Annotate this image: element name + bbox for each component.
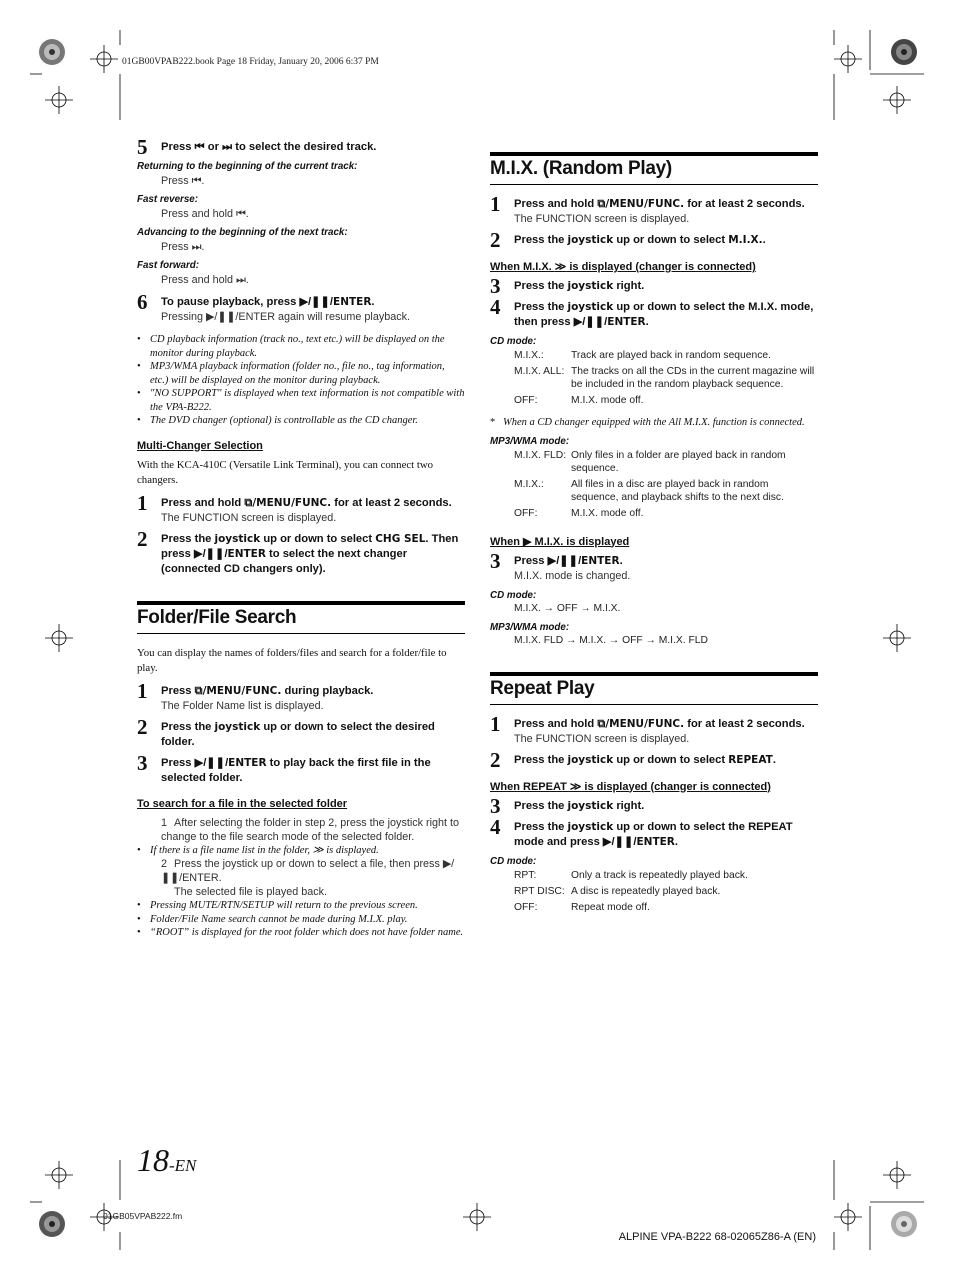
- play-pause-icon: ▶/❚❚: [194, 756, 226, 769]
- color-target-icon: [39, 1211, 65, 1237]
- play-pause-icon: ▶/❚❚: [547, 554, 579, 567]
- asterisk-note: * When a CD changer equipped with the All M.I.X. function is connected.: [490, 417, 805, 428]
- search-step-1: 1 After selecting the folder in step 2, press the joystick right to change to the file search mode of the selected folder.: [161, 816, 460, 843]
- table-row: OFF: M.I.X. mode off.: [514, 395, 644, 406]
- play-pause-icon: ▶/❚❚: [193, 547, 225, 560]
- label-fast-reverse: Fast reverse:: [137, 194, 198, 205]
- registration-mark-icon: [45, 624, 73, 652]
- next-track-icon: ⏭: [222, 141, 233, 153]
- text-advance: Press ⏭.: [161, 241, 205, 253]
- search-file-heading: To search for a file in the selected folder: [137, 797, 348, 810]
- registration-mark-icon: [834, 45, 862, 73]
- note-item: • The DVD changer (optional) is controllable as the CD changer.: [137, 415, 418, 426]
- function-icon: ⧉: [244, 496, 253, 509]
- header-book-info: 01GB00VPAB222.book Page 18 Friday, January 20, 2006 6:37 PM: [122, 57, 379, 67]
- table-row: M.I.X.: All files in a disc are played back in random sequence, and playback shifts to the next disc.: [514, 478, 784, 503]
- registration-mark-icon: [883, 1161, 911, 1189]
- note-item: • MP3/WMA playback information (folder no., file no., tag information, etc.) will be displayed on the monitor during playback.: [137, 361, 445, 386]
- label-fast-forward: Fast forward:: [137, 260, 200, 271]
- prev-track-icon: ⏮: [191, 175, 202, 187]
- table-row: RPT DISC: A disc is repeatedly played back.: [514, 885, 721, 897]
- color-target-icon: [39, 39, 65, 65]
- prev-track-icon: ⏮: [194, 141, 205, 153]
- multi-step-1: 1 Press and hold ⧉/MENU/FUNC. for at least 2 seconds. The FUNCTION screen is displayed.: [137, 490, 452, 524]
- left-column: [137, 135, 465, 940]
- cd-mode-label: CD mode:: [490, 336, 537, 347]
- note-item: • CD playback information (track no., text etc.) will be displayed on the monitor during playback.: [137, 334, 445, 359]
- mp3-mode-label-2: MP3/WMA mode:: [490, 621, 570, 633]
- right-column: [490, 134, 818, 923]
- search-step-2: 2 Press the joystick up or down to select a file, then press ▶/❚❚/ENTER. The selected file is played back.: [161, 858, 455, 898]
- note-item: • "NO SUPPORT" is displayed when text information is not compatible with the VPA-B222.: [137, 388, 465, 413]
- mix-changer-heading: When M.I.X. ≫ is displayed (changer is connected): [490, 261, 756, 273]
- repeat-step-2: 2 Press the joystick up or down to select REPEAT.: [490, 747, 776, 772]
- note-item: • “ROOT” is displayed for the root folder which does not have folder name.: [137, 927, 464, 938]
- registration-mark-icon: [463, 1203, 491, 1231]
- play-icon: ▶: [523, 535, 532, 548]
- play-pause-icon: ▶/❚❚: [602, 835, 634, 848]
- note-item: • If there is a file name list in the folder, ≫ is displayed.: [137, 844, 379, 856]
- multi-changer-para: With the KCA-410C (Versatile Link Terminal), you can connect two changers.: [137, 458, 434, 486]
- function-icon: ⧉: [597, 717, 606, 730]
- table-row: M.I.X.: Track are played back in random sequence.: [514, 350, 771, 361]
- table-row: RPT: Only a track is repeatedly played back.: [514, 869, 748, 881]
- folder-search-para: You can display the names of folders/files and search for a folder/file to play.: [137, 646, 447, 674]
- registration-mark-icon: [883, 86, 911, 114]
- function-icon: ⧉: [194, 684, 203, 697]
- footer-filename: 01GB05VPAB222.fm: [103, 1211, 183, 1221]
- next-track-icon: ⏭: [191, 241, 202, 253]
- table-row: OFF: M.I.X. mode off.: [514, 507, 644, 519]
- mix-play-step-3: 3 Press ▶/❚❚/ENTER. M.I.X. mode is changed.: [490, 548, 631, 582]
- section-folder-search: Folder/File Search: [137, 601, 465, 634]
- changer-icon: ≫: [554, 261, 567, 273]
- repeat-cd-table: [514, 869, 748, 917]
- table-row: OFF: Repeat mode off.: [514, 901, 650, 913]
- registration-mark-icon: [834, 1203, 862, 1231]
- cd-mode-label-2: CD mode:: [490, 589, 537, 601]
- multi-changer-heading: Multi-Changer Selection: [137, 439, 263, 452]
- label-advance: Advancing to the beginning of the next track:: [137, 227, 348, 238]
- table-row: M.I.X. FLD: Only files in a folder are played back in random sequence.: [514, 449, 786, 474]
- text-return: Press ⏮.: [161, 175, 205, 187]
- repeat-step-3: 3 Press the joystick right.: [490, 793, 645, 818]
- note-item: • Folder/File Name search cannot be made during M.I.X. play.: [137, 913, 408, 925]
- folder-step-2: 2 Press the joystick up or down to select the desired folder.: [137, 714, 435, 748]
- mp3-mode-label: MP3/WMA mode:: [490, 435, 570, 447]
- play-pause-icon: ▶/❚❚: [206, 311, 236, 323]
- folder-step-1: 1 Press ⧉/MENU/FUNC. during playback. The Folder Name list is displayed.: [137, 678, 374, 712]
- folder-step-3: 3 Press ▶/❚❚/ENTER to play back the first file in the selected folder.: [137, 750, 431, 784]
- cd-mode-sequence: M.I.X. → OFF → M.I.X.: [514, 602, 621, 614]
- next-track-icon: ⏭: [236, 274, 246, 286]
- repeat-cd-mode-label: CD mode:: [490, 855, 537, 867]
- mix-play-heading: When ▶ M.I.X. is displayed: [490, 535, 630, 548]
- play-pause-icon: ▶/❚❚: [573, 316, 605, 328]
- label-return: Returning to the beginning of the current track:: [137, 161, 358, 172]
- repeat-step-4: 4 Press the joystick up or down to select the REPEAT mode and press ▶/❚❚/ENTER.: [490, 814, 793, 848]
- step-5: 5 Press ⏮ or ⏭ to select the desired track.: [137, 135, 377, 159]
- repeat-step-1: 1 Press and hold ⧉/MENU/FUNC. for at least 2 seconds. The FUNCTION screen is displayed.: [490, 711, 805, 745]
- footer-model: ALPINE VPA-B222 68-02065Z86-A (EN): [618, 1231, 816, 1243]
- registration-mark-icon: [883, 624, 911, 652]
- registration-mark-icon: [45, 86, 73, 114]
- mix-step-1: 1 Press and hold ⧉/MENU/FUNC. for at least 2 seconds. The FUNCTION screen is displayed.: [490, 192, 805, 225]
- play-pause-icon: ▶/❚❚: [299, 296, 330, 308]
- mix-step-3: 3 Press the joystick right.: [490, 274, 645, 298]
- table-row: M.I.X. ALL: The tracks on all the CDs in the current magazine will be included in the random playback sequence.: [514, 366, 815, 390]
- repeat-changer-heading: When REPEAT ≫ is displayed (changer is connected): [490, 780, 771, 793]
- multi-step-2: 2 Press the joystick up or down to select CHG SEL. Then press ▶/❚❚/ENTER to select the next changer (connected CD changers only).: [137, 526, 459, 575]
- step-6: 6 To pause playback, press ▶/❚❚/ENTER. Pressing ▶/❚❚/ENTER again will resume playback.: [137, 290, 411, 323]
- function-icon: ⧉: [597, 198, 606, 210]
- mp3-mode-sequence: M.I.X. FLD → M.I.X. → OFF → M.I.X. FLD: [514, 634, 708, 646]
- section-mix: M.I.X. (Random Play): [490, 152, 818, 185]
- prev-track-icon: ⏮: [236, 208, 246, 220]
- mp3-mode-table: [514, 449, 818, 523]
- play-pause-icon: ▶/❚❚: [161, 858, 455, 884]
- note-item: • Pressing MUTE/RTN/SETUP will return to the previous screen.: [137, 900, 418, 911]
- section-repeat: Repeat Play: [490, 672, 818, 705]
- color-target-icon: [891, 39, 917, 65]
- registration-mark-icon: [90, 45, 118, 73]
- cd-mode-table: [514, 349, 818, 410]
- mix-step-4: 4 Press the joystick up or down to select the M.I.X. mode, then press ▶/❚❚/ENTER.: [490, 295, 814, 328]
- color-target-icon: [891, 1211, 917, 1237]
- text-fast-forward: Press and hold ⏭.: [161, 274, 249, 286]
- changer-icon: ≫: [569, 780, 582, 793]
- mix-step-2: 2 Press the joystick up or down to select M.I.X..: [490, 228, 766, 252]
- registration-mark-icon: [45, 1161, 73, 1189]
- text-fast-reverse: Press and hold ⏮.: [161, 208, 249, 220]
- page-number: 18-EN: [137, 1142, 197, 1178]
